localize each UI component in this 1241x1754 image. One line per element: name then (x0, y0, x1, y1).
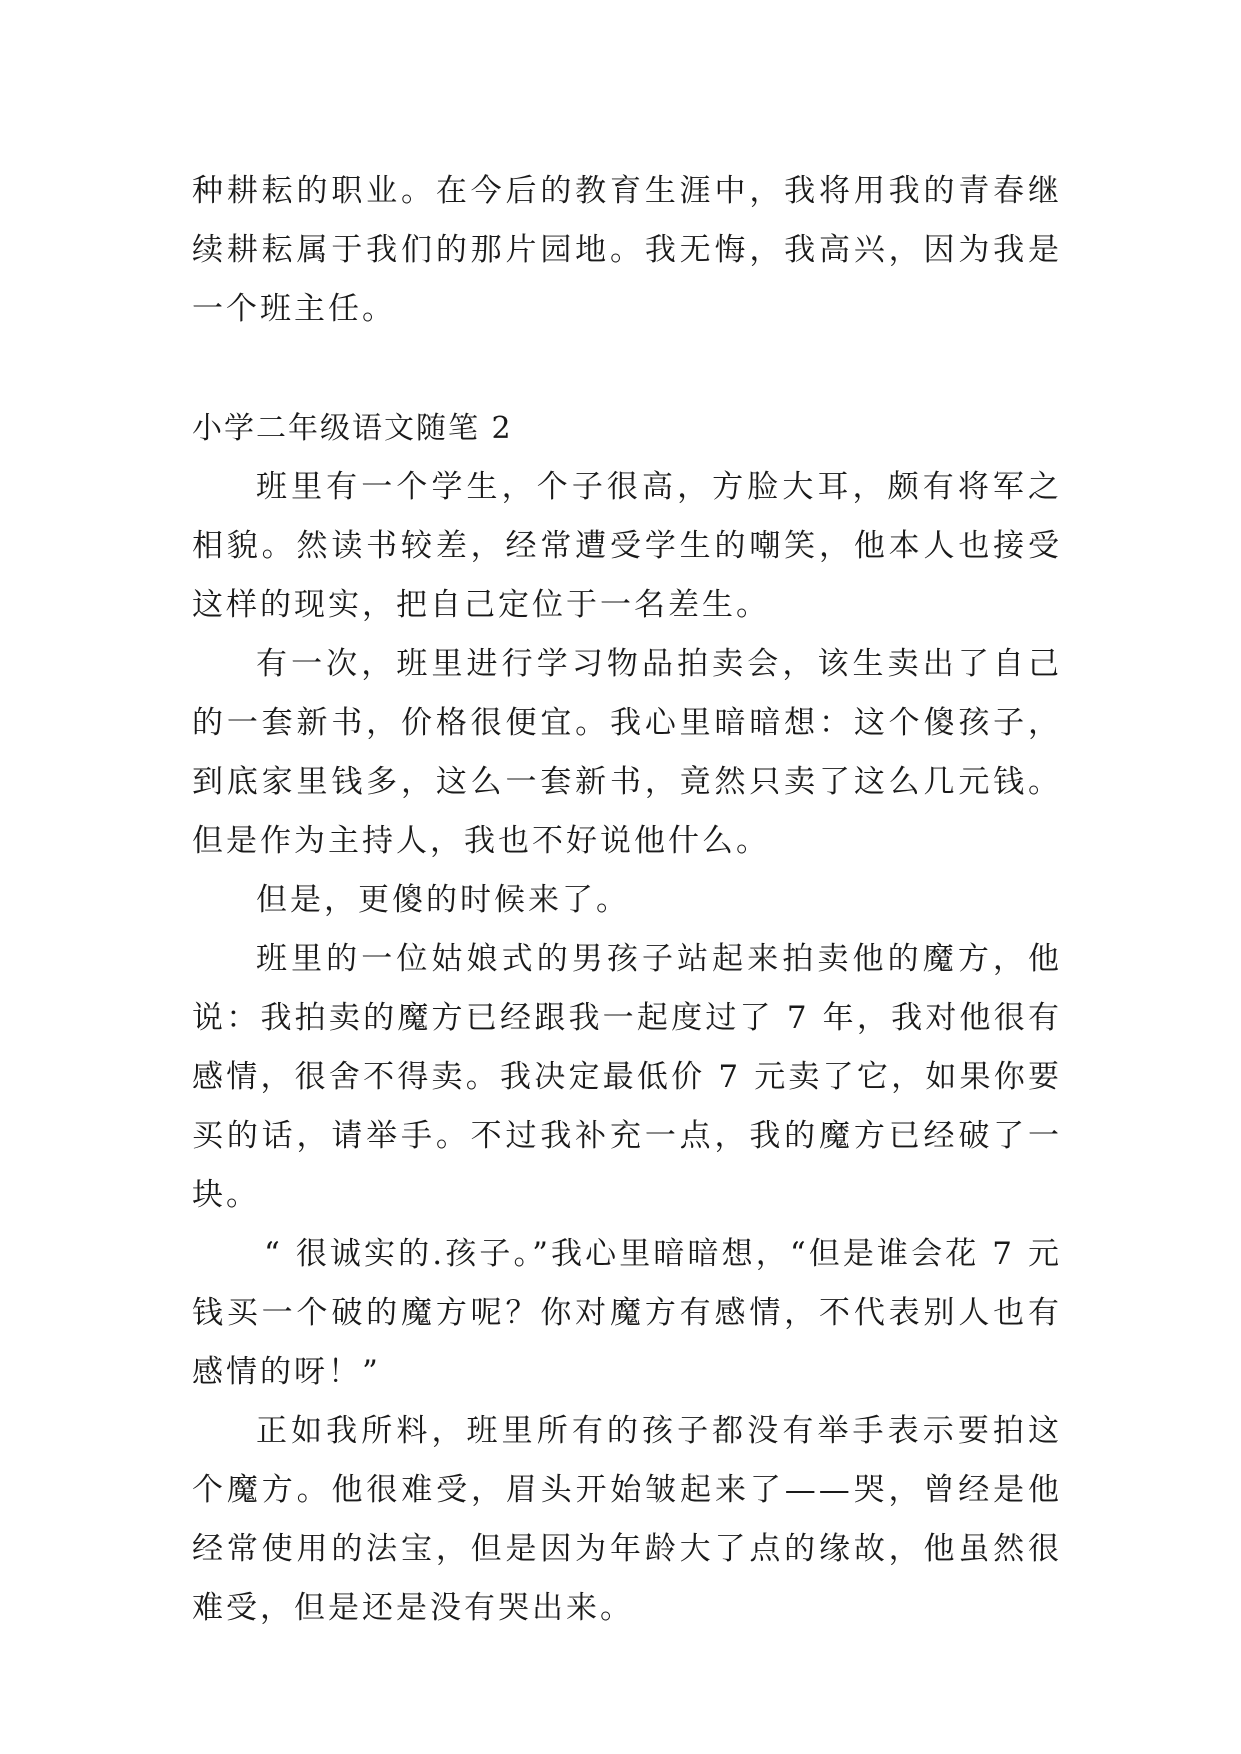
intro-paragraph: 种耕耘的职业。在今后的教育生涯中，我将用我的青春继续耕耘属于我们的那片园地。我无悔，我高兴，因为我是一个班主任。 (192, 173, 1062, 327)
section-title: 小学二年级语文随笔 2 (192, 411, 513, 446)
paragraph-2: 有一次，班里进行学习物品拍卖会，该生卖出了自己的一套新书，价格很便宜。我心里暗暗想：这个傻孩子，到底家里钱多，这么一套新书，竟然只卖了这么几元钱。但是作为主持人，我也不好说他什么。 (192, 646, 1062, 859)
paragraph-4: 班里的一位姑娘式的男孩子站起来拍卖他的魔方，他说：我拍卖的魔方已经跟我一起度过了 7 年，我对他很有感情，很舍不得卖。我决定最低价 7 元卖了它，如果你要买的话，请举手。不过我补充一点，我的魔方已经破了一块。 (192, 941, 1062, 1213)
paragraph-3: 但是，更傻的时候来了。 (256, 882, 630, 918)
paragraph-6: 正如我所料，班里所有的孩子都没有举手表示要拍这个魔方。他很难受，眉头开始皱起来了——哭，曾经是他经常使用的法宝，但是因为年龄大了点的缘故，他虽然很难受，但是还是没有哭出来。 (192, 1413, 1062, 1626)
document-body (192, 162, 1062, 1638)
paragraph-5: “ 很诚实的.孩子。”我心里暗暗想，“但是谁会花 7 元钱买一个破的魔方呢？你对魔方有感情，不代表别人也有感情的呀！” (192, 1236, 1062, 1390)
paragraph-1: 班里有一个学生，个子很高，方脸大耳，颇有将军之相貌。然读书较差，经常遭受学生的嘲笑，他本人也接受这样的现实，把自己定位于一名差生。 (192, 469, 1062, 623)
